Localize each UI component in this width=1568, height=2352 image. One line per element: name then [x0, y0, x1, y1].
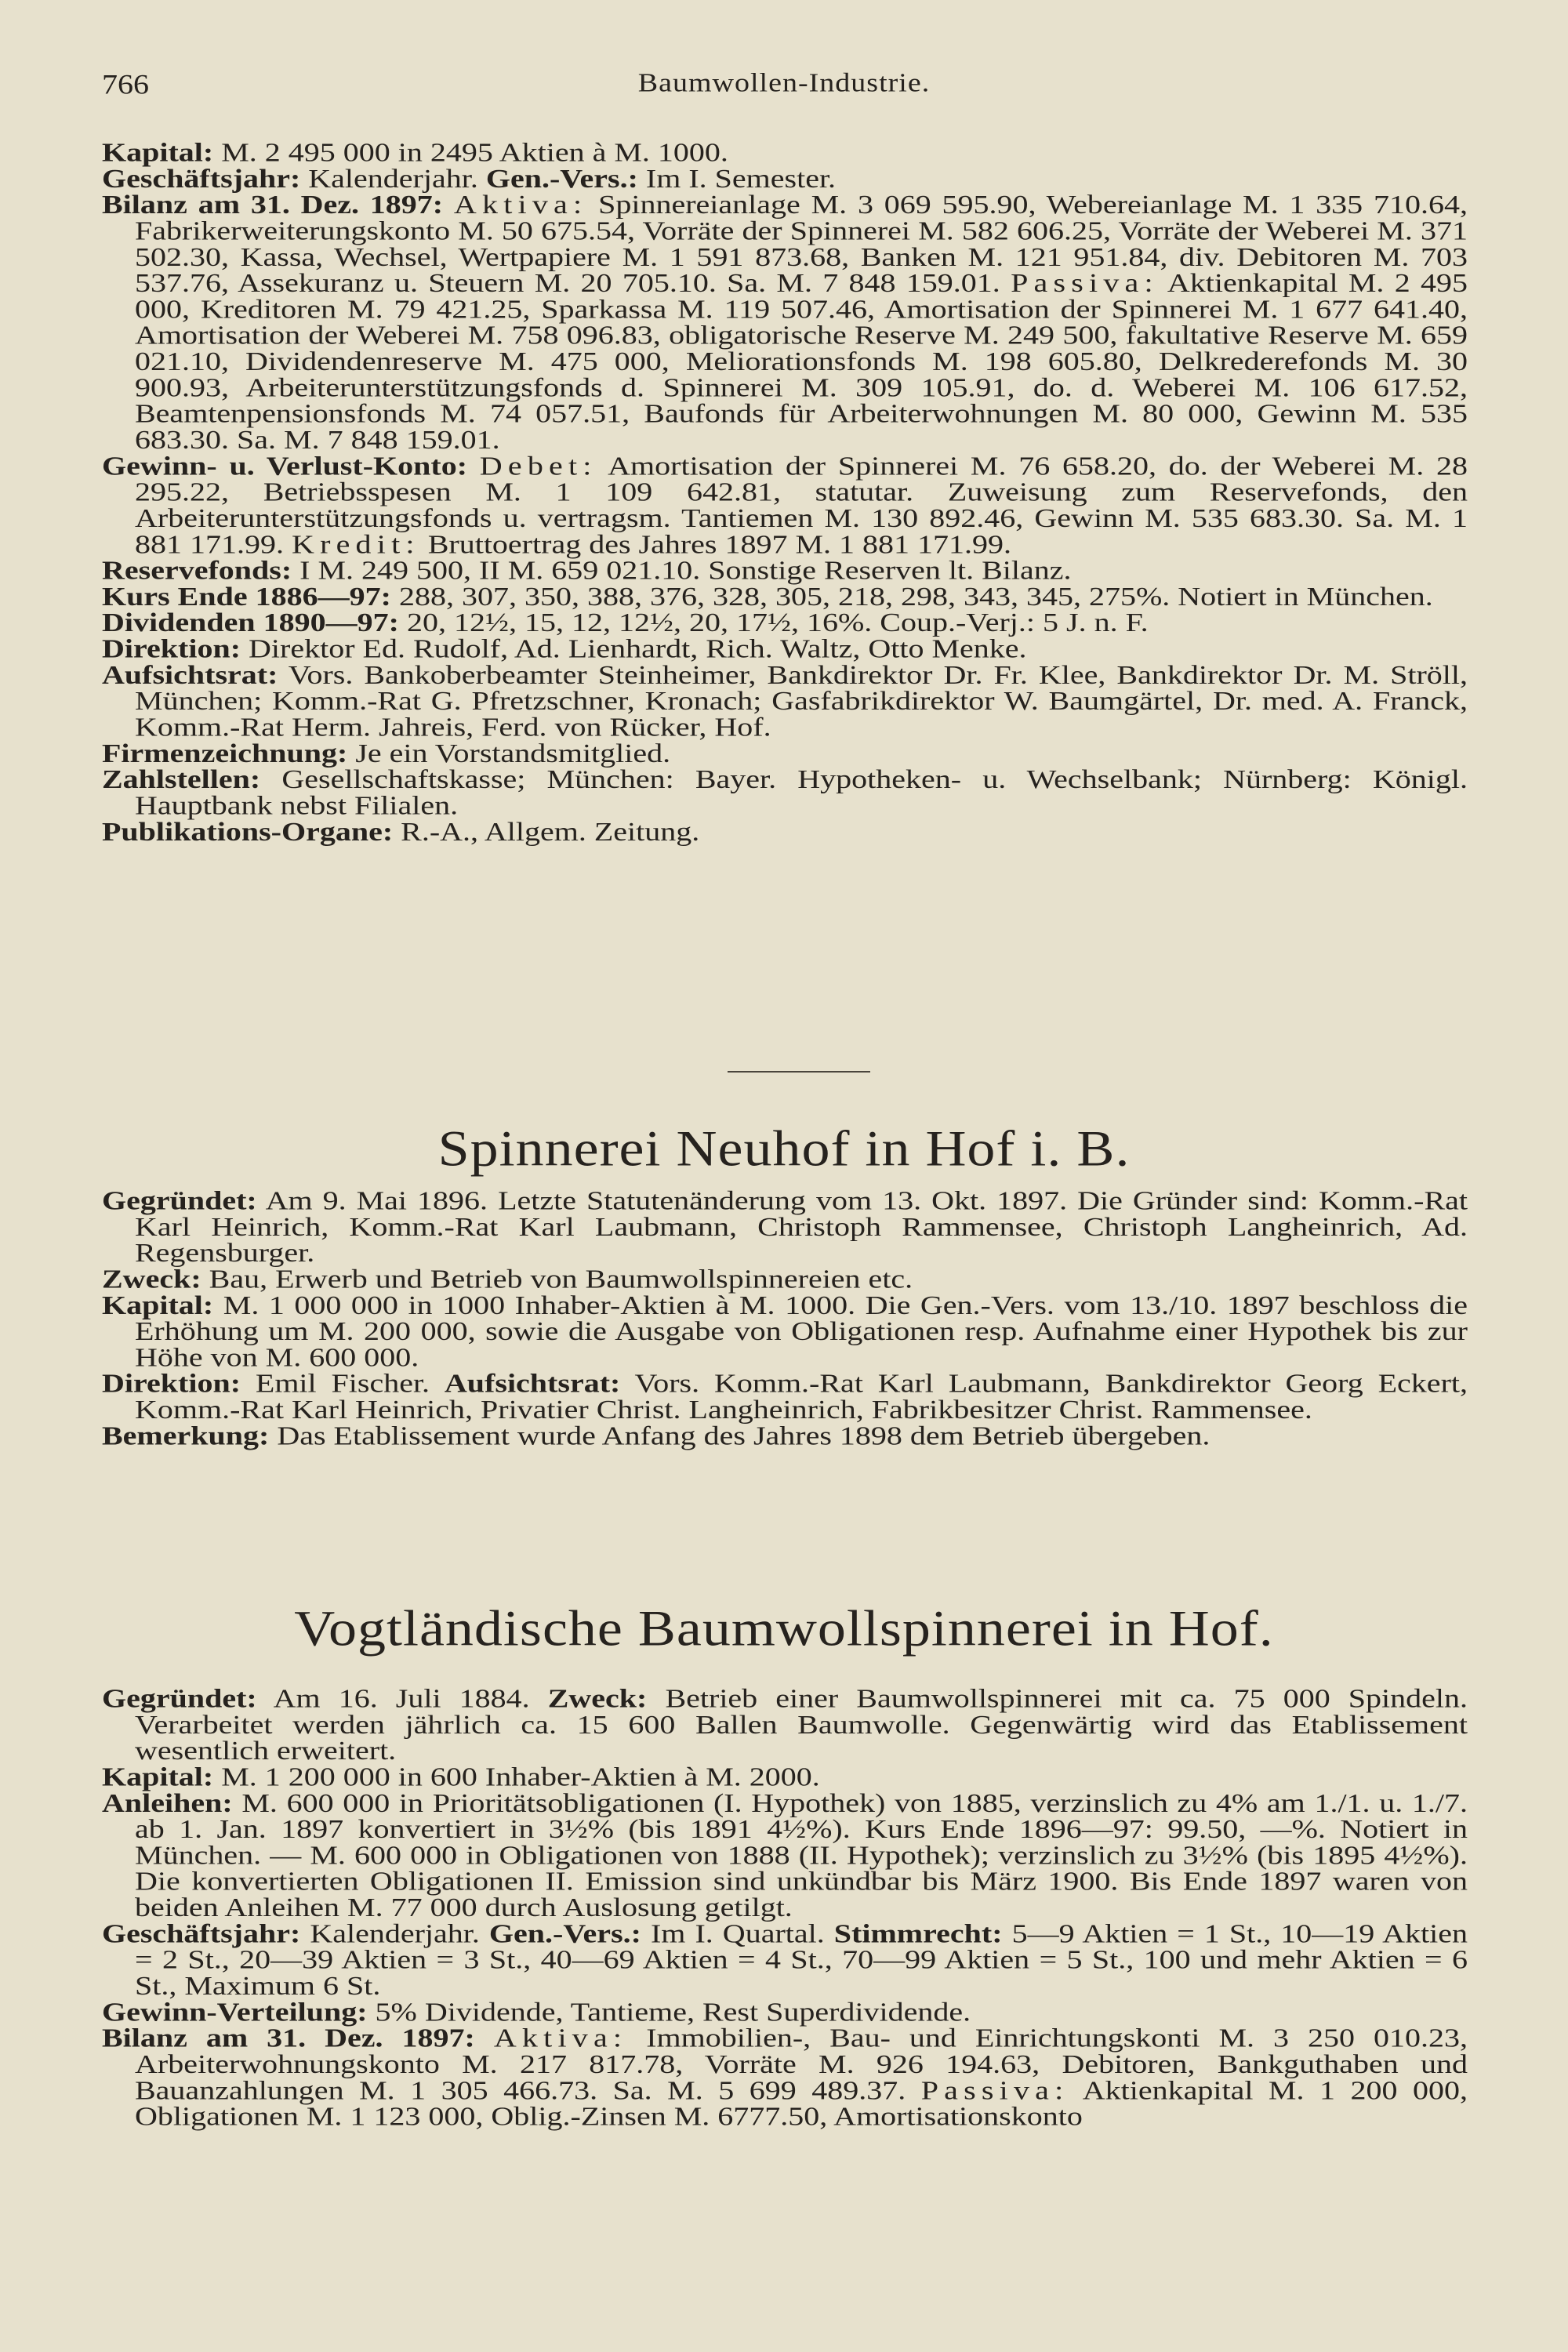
entry-text: M. 2 495 000 in 2495 Aktien à M. 1000.	[213, 137, 728, 167]
entry-paragraph	[102, 1999, 1468, 2025]
entry-paragraph	[102, 1764, 1468, 1790]
running-title: Baumwollen-Industrie.	[637, 67, 931, 98]
entry-paragraph	[102, 555, 1468, 586]
entry-text: Gesellschaftskasse; München: Bayer. Hypotheken- u. Wechselbank; Nürnberg: Königl. Hauptbank nebst Filialen.	[135, 764, 1468, 820]
entry-label: Zweck:	[102, 1264, 201, 1294]
entry-label: Direktion:	[102, 1368, 241, 1399]
entry-label: Bilanz am 31. Dez. 1897:	[102, 190, 454, 220]
spaced-heading: Passiva:	[920, 2075, 1069, 2105]
entry-text: Kalenderjahr.	[300, 1918, 489, 1948]
section-vogtlaendische	[102, 1683, 1468, 2132]
entry-paragraph	[102, 764, 1468, 820]
entry-label: Gewinn- u. Verlust-Konto:	[102, 451, 480, 481]
entry-paragraph	[102, 1266, 1468, 1292]
page-number: 766	[102, 67, 149, 100]
entry-text: M. 600 000 in Prioritätsobligationen (I. Hypothek) von 1885, verzinslich zu 4% am 1./1. u. 1./7. ab 1. Jan. 1897 konvertiert in 3½% (bis 1891 4½%). Kurs Ende 1896—97: 99.50, —%. Notiert in München. — M. 600 000 in Obligationen von 1888 (II. Hypothek); verzinslich zu 3½% (bis 1895 4½%). Die konvertierten Obligationen II. Emission sind unkündbar bis März 1900. Bis Ende 1897 waren von beiden Anleihen M. 77 000 durch Auslosung getilgt.	[135, 1788, 1468, 1922]
entry-text: 5% Dividende, Tantieme, Rest Superdividende.	[367, 1997, 971, 2027]
section-divider	[728, 1071, 870, 1073]
entry-label: Firmenzeichnung:	[102, 738, 348, 768]
entry-paragraph	[102, 659, 1468, 742]
section-company-1	[102, 137, 1468, 847]
entry-label: Geschäftsjahr:	[102, 163, 301, 194]
entry-text: Kalenderjahr.	[300, 163, 486, 194]
entry-text: Bruttoertrag des Jahres 1897 M. 1 881 171.99.	[419, 529, 1012, 559]
entry-text: Im I. Quartal.	[641, 1918, 834, 1948]
entry-text: Spinnereianlage M. 3 069 595.90, Webereianlage M. 1 335 710.64, Fabrikerweiterungskonto M. 50 675.54, Vorräte der Spinnerei M. 582 606.25, Vorräte der Weberei M. 371 502.30, Kassa, Wechsel, Wertpapiere M. 1 591 873.68, Banken M. 121 951.84, div. Debitoren M. 703 537.76, Assekuranz u. Steuern M. 20 705.10. Sa. M. 7 848 159.01.	[135, 190, 1468, 298]
entry-text: M. 1 200 000 in 600 Inhaber-Aktien à M. 2000.	[213, 1762, 820, 1791]
entry-label: Stimmrecht:	[833, 1918, 1003, 1948]
entry-text: 5—9 Aktien = 1 St., 10—19 Aktien = 2 St., 20—39 Aktien = 3 St., 40—69 Aktien = 4 St., 70—99 Aktien = 5 St., 100 und mehr Aktien = 6 St., Maximum 6 St.	[135, 1918, 1468, 2001]
entry-paragraph	[102, 740, 1468, 766]
entry-text: Betrieb einer Baumwollspinnerei mit ca. 75 000 Spindeln. Verarbeitet werden jährlich ca. 15 600 Ballen Baumwolle. Gegenwärtig wird das Etablissement wesentlich erweitert.	[135, 1683, 1468, 1766]
entry-paragraph	[102, 1370, 1468, 1423]
entry-label: Kurs Ende 1886—97:	[102, 581, 391, 612]
entry-label: Geschäftsjahr:	[102, 1918, 301, 1948]
spaced-heading: Aktiva:	[493, 2023, 628, 2053]
entry-label: Bilanz am 31. Dez. 1897:	[102, 2023, 494, 2053]
entry-text: Aktienkapital M. 1 200 000, Obligationen M. 1 123 000, Oblig.-Zinsen M. 6777.50, Amortisationskonto	[135, 2075, 1468, 2132]
entry-paragraph	[102, 1790, 1468, 1921]
entry-label: Aufsichtsrat:	[444, 1368, 621, 1399]
entry-paragraph	[102, 610, 1468, 636]
spaced-heading: Passiva:	[1011, 268, 1159, 298]
entry-paragraph	[102, 633, 1468, 664]
entry-text: Aktienkapital M. 2 495 000, Kreditoren M. 79 421.25, Sparkassa M. 119 507.46, Amortisation der Spinnerei M. 1 677 641.40, Amortisation der Weberei M. 758 096.83, obligatorische Reserve M. 249 500, fakultative Reserve M. 659 021.10, Dividendenreserve M. 475 000, Meliorationsfonds M. 198 605.80, Delkrederefonds M. 30 900.93, Arbeiterunterstützungsfonds d. Spinnerei M. 309 105.91, do. d. Weberei M. 106 617.52, Beamtenpensionsfonds M. 74 057.51, Baufonds für Arbeiterwohnungen M. 80 000, Gewinn M. 535 683.30. Sa. M. 7 848 159.01.	[135, 268, 1468, 455]
entry-label: Gegründet:	[102, 1683, 257, 1713]
entry-label: Gewinn-Verteilung:	[102, 1997, 368, 2027]
entry-label: Kapital:	[102, 137, 214, 167]
entry-paragraph	[102, 1292, 1468, 1370]
entry-paragraph	[102, 581, 1468, 612]
entry-text: 288, 307, 350, 388, 376, 328, 305, 218, 298, 343, 345, 275%. Notiert in München.	[390, 581, 1433, 612]
entry-label: Bemerkung:	[102, 1421, 270, 1450]
entry-text: Direktor Ed. Rudolf, Ad. Lienhardt, Rich. Waltz, Otto Menke.	[241, 633, 1027, 664]
entry-label: Gen.-Vers.:	[488, 1918, 641, 1948]
entry-label: Aufsichtsrat:	[102, 659, 278, 690]
entry-text: Das Etablissement wurde Anfang des Jahres 1898 dem Betrieb übergeben.	[269, 1421, 1210, 1450]
entry-text: Amortisation der Spinnerei M. 76 658.20, do. der Weberei M. 28 295.22, Betriebsspesen M. 1 109 642.81, statutar. Zuweisung zum Reservefonds, den Arbeiterunterstützungsfonds u. vertragsm. Tantiemen M. 130 892.46, Gewinn M. 535 683.30. Sa. M. 1 881 171.99.	[135, 451, 1468, 559]
entry-label: Reservefonds:	[102, 555, 292, 586]
entry-text: Immobilien-, Bau- und Einrichtungskonti M. 3 250 010.23, Arbeiterwohnungskonto M. 217 817.78, Vorräte M. 926 194.63, Debitoren, Bankguthaben und Bauanzahlungen M. 1 305 466.73. Sa. M. 5 699 489.37.	[135, 2023, 1468, 2105]
section-title-vogtlaendische: Vogtländische Baumwollspinnerei in Hof.	[294, 1599, 1274, 1657]
entry-paragraph	[102, 1423, 1468, 1449]
entry-paragraph	[102, 453, 1468, 557]
entry-paragraph	[102, 2023, 1468, 2132]
spaced-heading: Kredit:	[292, 529, 420, 559]
entry-label: Anleihen:	[102, 1788, 233, 1818]
entry-label: Kapital:	[102, 1762, 214, 1791]
entry-text: Im I. Semester.	[637, 163, 837, 194]
entry-text: Vors. Bankoberbeamter Steinheimer, Bankdirektor Dr. Fr. Klee, Bankdirektor Dr. M. Ströll, München; Komm.-Rat G. Pfretzschner, Kronach; Gasfabrikdirektor W. Baumgärtel, Dr. med. A. Franck, Komm.-Rat Herm. Jahreis, Ferd. von Rücker, Hof.	[135, 659, 1468, 742]
entry-text: Vors. Komm.-Rat Karl Laubmann, Bankdirektor Georg Eckert, Komm.-Rat Karl Heinrich, Privatier Christ. Langheinrich, Fabrikbesitzer Christ. Rammensee.	[135, 1368, 1468, 1425]
entry-label: Kapital:	[102, 1290, 214, 1320]
entry-paragraph	[102, 1185, 1468, 1268]
entry-paragraph	[102, 163, 1468, 194]
spaced-heading: Debet:	[479, 451, 597, 481]
entry-text: M. 1 000 000 in 1000 Inhaber-Aktien à M. 1000. Die Gen.-Vers. vom 13./10. 1897 beschloss die Erhöhung um M. 200 000, sowie die Ausgabe von Obligationen resp. Aufnahme einer Hypothek bis zur Höhe von M. 600 000.	[135, 1290, 1468, 1372]
entry-label: Zweck:	[547, 1683, 648, 1713]
entry-label: Zahlstellen:	[102, 764, 261, 794]
entry-paragraph	[102, 816, 1468, 847]
entry-label: Publikations-Organe:	[102, 816, 394, 847]
section-spinnerei-neuhof	[102, 1185, 1468, 1450]
entry-label: Gen.-Vers.:	[485, 163, 638, 194]
entry-text: Bau, Erwerb und Betrieb von Baumwollspinnereien etc.	[201, 1264, 913, 1294]
entry-label: Dividenden 1890—97:	[102, 608, 399, 637]
entry-text: Emil Fischer.	[241, 1368, 445, 1399]
entry-text: Am 16. Juli 1884.	[256, 1683, 548, 1713]
entry-label: Direktion:	[102, 633, 241, 664]
entry-text: Je ein Vorstandsmitglied.	[347, 738, 671, 768]
entry-text: I M. 249 500, II M. 659 021.10. Sonstige Reserven lt. Bilanz.	[292, 555, 1072, 586]
section-title-spinnerei-neuhof: Spinnerei Neuhof in Hof i. B.	[437, 1120, 1131, 1177]
entry-text: R.-A., Allgem. Zeitung.	[393, 816, 700, 847]
entry-label: Gegründet:	[102, 1185, 257, 1215]
entry-paragraph	[102, 192, 1468, 453]
entry-text: 20, 12½, 15, 12, 12½, 20, 17½, 16%. Coup.-Verj.: 5 J. n. F.	[398, 608, 1149, 637]
entry-paragraph	[102, 137, 1468, 167]
entry-paragraph	[102, 1683, 1468, 1766]
entry-paragraph	[102, 1918, 1468, 2001]
entry-text: Am 9. Mai 1896. Letzte Statutenänderung vom 13. Okt. 1897. Die Gründer sind: Komm.-Rat Karl Heinrich, Komm.-Rat Karl Laubmann, Christoph Rammensee, Christoph Langheinrich, Ad. Regensburger.	[135, 1185, 1468, 1268]
spaced-heading: Aktiva:	[453, 190, 588, 220]
